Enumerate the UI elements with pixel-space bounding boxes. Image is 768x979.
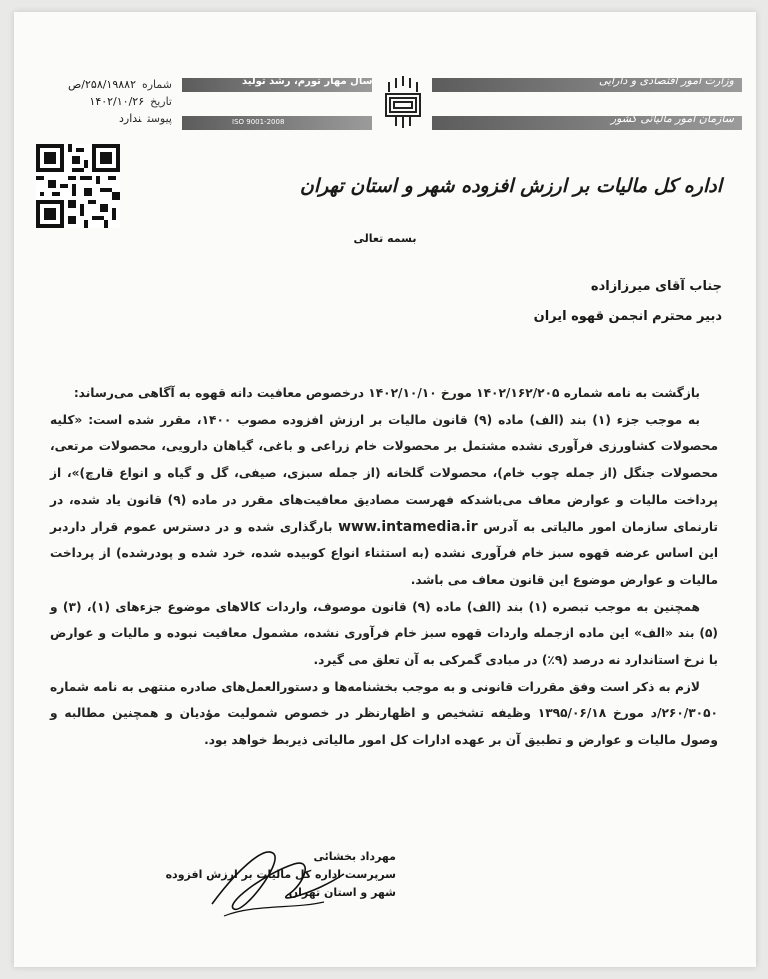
tax-organization-emblem-icon: [378, 72, 428, 132]
website-link[interactable]: www.intamedia.ir: [338, 518, 478, 535]
handwritten-signature-icon: [204, 834, 354, 924]
signer-position: سرپرست اداره کل مالیات بر ارزش افزوده: [165, 868, 396, 881]
addressee-name: جناب آقای میرزازاده: [590, 279, 722, 294]
letter-date: تاریخ۱۴۰۲/۱۰/۲۶: [89, 95, 172, 108]
letter-meta: [42, 76, 172, 127]
body-paragraph-1: بازگشت به نامه شماره ۱۴۰۲/۱۶۲/۲۰۵ مورخ ۱۴۰۲/۱۰/۱۰ درخصوص معافیت دانه قهوه به آگاهی می‌رساند:: [73, 386, 700, 400]
invocation: بسمه تعالی: [353, 232, 417, 245]
body-paragraph-4: لازم به ذکر است وفق مقررات قانونی و به موجب بخشنامه‌ها و دستورالعمل‌های صادره منتهی به نامه شماره ۲۶۰/۳۰۵۰/د مورخ ۱۳۹۵/۰۶/۱۸ وظیفه تشخیص و اظهارنظر در خصوص شمولیت مؤدیان و همچنین مطالبه و وصول مالیات و عوارض و تطبیق آن بر عهده ادارات کل امور مالیاتی ذیربط خواهد بود.: [50, 679, 718, 748]
letter-attachment: پیوستندارد: [119, 112, 172, 125]
letter-body: [50, 380, 718, 754]
body-paragraph-3: همچنین به موجب تبصره (۱) بند (الف) ماده (۹) قانون موصوف، واردات کالاهای موضوع جزءهای (۱)، (۳) و (۵) بند «الف» این ماده ازجمله واردات قهوه سبز خام فرآوری نشده، مشمول معافیت نبوده و مالیات و عوارض با نرخ استاندارد نه درصد (۹٪) در مبادی گمرکی به آن تعلق می گیرد.: [50, 599, 718, 668]
body-paragraph-2: به موجب جزء (۱) بند (الف) ماده (۹) قانون مالیات بر ارزش افزوده مصوب ۱۴۰۰، مقرر شده است: «کلیه محصولات کشاورزی فرآوری نشده مشتمل بر محصولات خام زراعی و باغی، گیاهان دارویی، محصولات مرتعی، محصولات جنگل (از جمله چوب خام)، محصولات گلخانه (از جمله سبزی، صیفی، گل و گیاه و انواع قارچ)»، از پرداخت مالیات و عوارض معاف می‌باشدکه فهرست مصادیق معافیت‌های مقرر در ماده (۹) قانون یاد شده، در تارنمای سازمان امور مالیاتی به آدرس www.intamedia.ir بارگذاری شده و در دسترس عموم قرار داردبر این اساس عرضه قهوه سبز خام فرآوری نشده (به استثناء انواع کوبیده شده، خرد شده و پودرشده) از پرداخت مالیات و عوارض موضوع این قانون معاف می باشد.: [50, 412, 718, 587]
addressee-title: دبیر محترم انجمن قهوه ایران: [533, 309, 722, 324]
department-title: اداره کل مالیات بر ارزش افزوده شهر و استان تهران: [299, 175, 722, 197]
letterhead-banner: [182, 72, 742, 142]
qr-code-icon: [36, 144, 120, 228]
signer-region: شهر و استان تهران: [288, 886, 396, 899]
ministry-name: وزارت امور اقتصادی و دارایی: [598, 74, 734, 87]
organization-name: سازمان امور مالیاتی کشور: [610, 112, 734, 125]
signer-name: مهرداد بخشائی: [313, 850, 396, 863]
year-motto: سال مهار تورم، رشد تولید: [242, 76, 373, 87]
letter-page: [14, 12, 756, 967]
letter-number: شماره۲۵۸/۱۹۸۸۲/ص: [67, 78, 172, 91]
addressee-block: [534, 272, 722, 332]
iso-label: ISO 9001-2008: [232, 118, 285, 126]
